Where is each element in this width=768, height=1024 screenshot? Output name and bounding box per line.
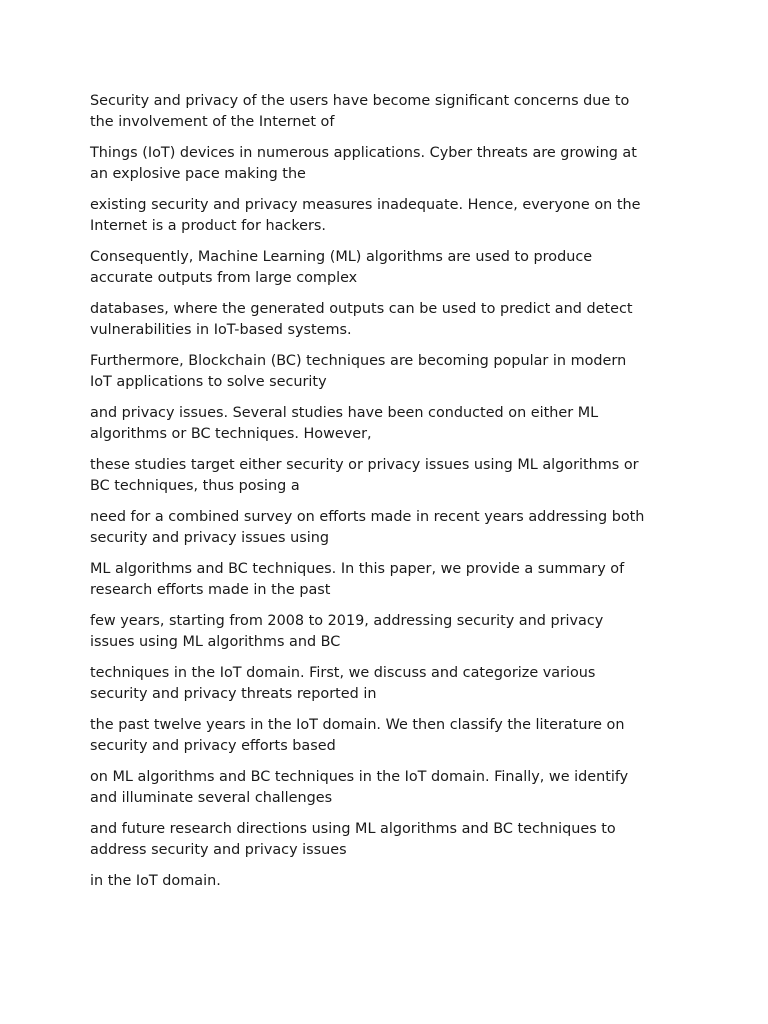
paragraph [90, 299, 690, 341]
text-line: Internet is a product for hackers. [90, 218, 326, 234]
paragraph [90, 611, 690, 653]
document-body [90, 91, 690, 902]
text-line: Security and privacy of the users have become significant concerns due to [90, 93, 630, 109]
text-line: BC techniques, thus posing a [90, 478, 300, 494]
text-line: Furthermore, Blockchain (BC) techniques are becoming popular in modern [90, 353, 627, 369]
text-line: and privacy issues. Several studies have been conducted on either ML [90, 405, 599, 421]
text-line: issues using ML algorithms and BC [90, 634, 341, 650]
paragraph [90, 715, 690, 757]
text-line: security and privacy threats reported in [90, 686, 377, 702]
text-line: need for a combined survey on efforts made in recent years addressing both [90, 509, 645, 525]
paragraph [90, 663, 690, 705]
text-line: Consequently, Machine Learning (ML) algorithms are used to produce [90, 249, 593, 265]
text-line: the past twelve years in the IoT domain. We then classify the literature on [90, 717, 625, 733]
paragraph [90, 559, 690, 601]
text-line: databases, where the generated outputs can be used to predict and detect [90, 301, 633, 317]
text-line: an explosive pace making the [90, 166, 306, 182]
text-line: research efforts made in the past [90, 582, 331, 598]
text-line: existing security and privacy measures inadequate. Hence, everyone on the [90, 197, 641, 213]
paragraph [90, 507, 690, 549]
text-line: security and privacy issues using [90, 530, 329, 546]
paragraph [90, 143, 690, 185]
text-line: these studies target either security or privacy issues using ML algorithms or [90, 457, 639, 473]
text-line: in the IoT domain. [90, 873, 221, 889]
text-line: Things (IoT) devices in numerous applications. Cyber threats are growing at [90, 145, 637, 161]
text-line: accurate outputs from large complex [90, 270, 358, 286]
paragraph [90, 91, 690, 133]
paragraph [90, 351, 690, 393]
text-line: and future research directions using ML algorithms and BC techniques to [90, 821, 616, 837]
text-line: algorithms or BC techniques. However, [90, 426, 372, 442]
text-line: few years, starting from 2008 to 2019, addressing security and privacy [90, 613, 604, 629]
text-line: address security and privacy issues [90, 842, 347, 858]
text-line: IoT applications to solve security [90, 374, 327, 390]
paragraph [90, 767, 690, 809]
text-line: vulnerabilities in IoT-based systems. [90, 322, 352, 338]
paragraph [90, 195, 690, 237]
text-line: on ML algorithms and BC techniques in the IoT domain. Finally, we identify [90, 769, 629, 785]
paragraph [90, 403, 690, 445]
paragraph [90, 871, 690, 892]
text-line: and illuminate several challenges [90, 790, 333, 806]
paragraph [90, 247, 690, 289]
paragraph [90, 455, 690, 497]
text-line: ML algorithms and BC techniques. In this paper, we provide a summary of [90, 561, 625, 577]
text-line: techniques in the IoT domain. First, we discuss and categorize various [90, 665, 596, 681]
text-line: security and privacy efforts based [90, 738, 336, 754]
paragraph [90, 819, 690, 861]
text-line: the involvement of the Internet of [90, 114, 335, 130]
